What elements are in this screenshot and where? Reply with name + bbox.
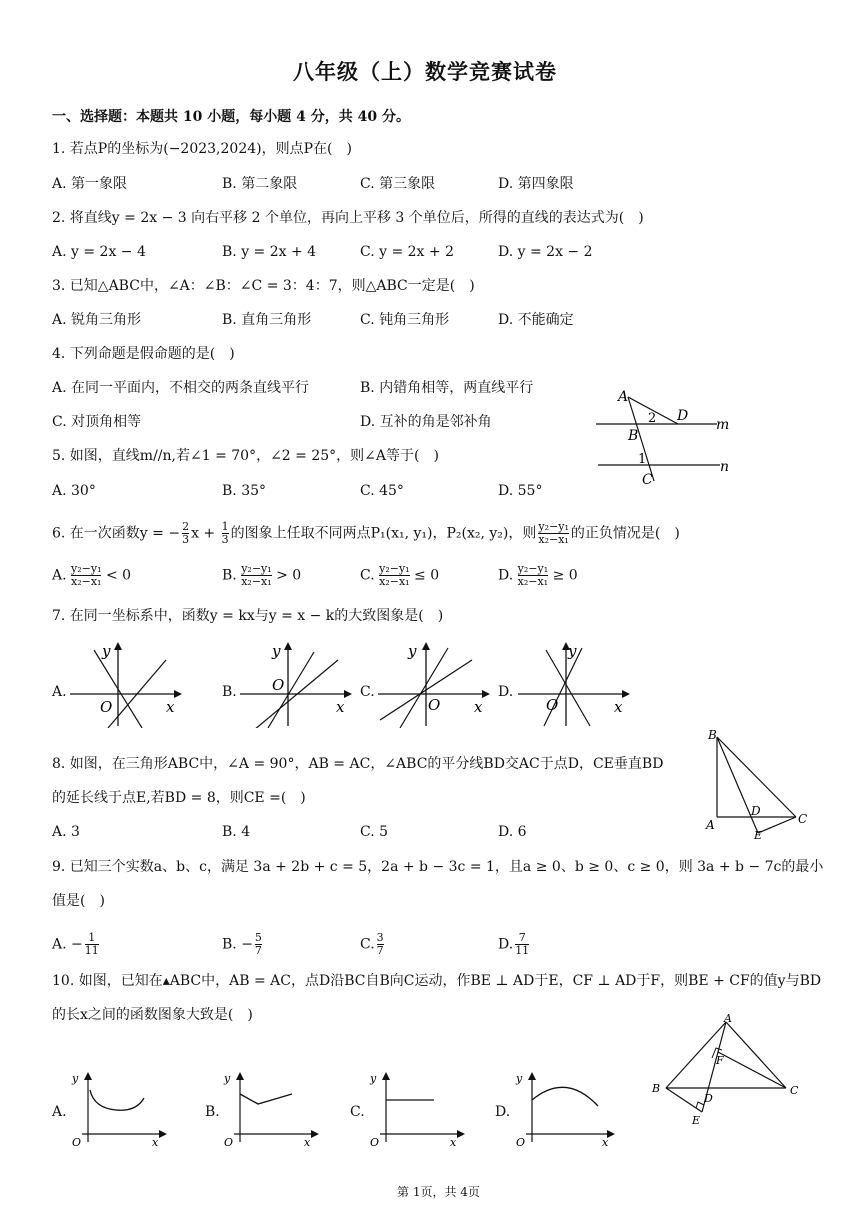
question-5-option-c[interactable]: C. 45° <box>360 483 404 499</box>
q6-opt-c-label: C. <box>360 567 375 584</box>
q7b-origin-label: O <box>272 676 285 694</box>
question-1-option-a[interactable]: A. 第一象限 <box>52 176 128 192</box>
question-9-option-b[interactable] <box>222 932 262 957</box>
q10b-origin-label: O <box>224 1136 234 1148</box>
question-7-option-d[interactable]: D. <box>498 684 514 700</box>
q6-frac-1-num: 2 <box>182 520 190 533</box>
q6-frac-2-den: 3 <box>221 533 229 546</box>
page-title: 八年级（上）数学竞赛试卷 <box>293 59 557 84</box>
q7-graph-b <box>238 638 358 728</box>
q7-graph-c <box>376 638 496 728</box>
question-8-figure <box>700 725 815 840</box>
question-8-stem-line2: 的延长线于点E,若BD = 8，则CE =( ) <box>52 790 306 806</box>
question-5-option-a[interactable]: A. 30° <box>52 483 96 499</box>
q7c-x-label: x <box>474 698 483 716</box>
question-8-stem-line1: 8. 如图，在三角形ABC中，∠A = 90°，AB = AC，∠ABC的平分线BD交AC于点D，CE垂直BD <box>52 756 664 772</box>
question-2-stem: 2. 将直线y = 2x − 3 向右平移 2 个单位，再向上平移 3 个单位后，所得的直线的表达式为( ) <box>52 210 644 226</box>
question-8-option-c[interactable]: C. 5 <box>360 824 389 840</box>
q10-graph-c <box>366 1068 471 1148</box>
question-8-option-b[interactable]: B. 4 <box>222 824 251 840</box>
question-1-option-b[interactable]: B. 第二象限 <box>222 176 298 192</box>
question-4-stem: 4. 下列命题是假命题的是( ) <box>52 346 235 362</box>
question-3-option-d[interactable]: D. 不能确定 <box>498 312 574 328</box>
question-6-stem <box>52 521 680 546</box>
q6-stem-b: x + <box>191 525 220 542</box>
q6-opt-a-label: A. <box>52 567 67 584</box>
question-3-option-c[interactable]: C. 钝角三角形 <box>360 312 450 328</box>
q9-opt-d-den: 11 <box>515 944 530 957</box>
q6-opt-c-num: y₂−y₁ <box>379 562 410 575</box>
q7d-x-label: x <box>614 698 623 716</box>
q6-opt-d-frac <box>518 563 548 588</box>
question-5-figure <box>592 385 742 490</box>
q6-frac-2-num: 1 <box>221 520 229 533</box>
q6-stem-d: 的正负情况是( ) <box>570 525 680 542</box>
q9-opt-b-den: 7 <box>254 944 262 957</box>
q7b-x-label: x <box>336 698 345 716</box>
question-4-option-b[interactable]: B. 内错角相等，两直线平行 <box>360 380 534 396</box>
q7a-x-label: x <box>166 698 175 716</box>
q9-opt-a-den: 11 <box>84 944 99 957</box>
q7c-origin-label: O <box>428 696 441 714</box>
question-8-option-d[interactable]: D. 6 <box>498 824 527 840</box>
q10-graph-a <box>68 1068 173 1148</box>
q10-label-a: A <box>724 1012 732 1025</box>
q10d-origin-label: O <box>516 1136 526 1148</box>
question-10-option-b[interactable]: B. <box>205 1104 220 1120</box>
question-4-option-c[interactable]: C. 对顶角相等 <box>52 414 142 430</box>
q9-opt-d-frac <box>515 932 529 957</box>
q6-opt-b-den: x₂−x₁ <box>241 575 272 588</box>
q6-frac-3-num: y₂−y₁ <box>538 520 569 533</box>
q6-opt-c-frac <box>379 563 409 588</box>
q6-opt-d-label: D. <box>498 567 514 584</box>
question-10-stem-line2: 的长x之间的函数图象大致是( ) <box>52 1007 253 1023</box>
q6-opt-a-den: x₂−x₁ <box>71 575 102 588</box>
q10-label-f: F <box>716 1054 724 1067</box>
q6-opt-a-frac <box>71 563 101 588</box>
question-6-option-c[interactable] <box>360 563 439 588</box>
question-10-option-a[interactable]: A. <box>52 1104 67 1120</box>
q7d-y-label: y <box>568 642 577 660</box>
q10-label-e: E <box>692 1114 701 1127</box>
q10-graph-d <box>512 1068 622 1148</box>
question-2-option-c[interactable]: C. y = 2x + 2 <box>360 244 454 260</box>
page-footer: 第 1页，共 4页 <box>397 1185 480 1199</box>
q5-label-2: 2 <box>648 411 657 426</box>
q5-label-m: m <box>716 417 730 433</box>
question-4-option-a[interactable]: A. 在同一平面内，不相交的两条直线平行 <box>52 380 310 396</box>
q6-opt-b-label: B. <box>222 567 237 584</box>
q5-label-n: n <box>720 459 730 475</box>
q5-label-d: D <box>677 408 689 424</box>
q6-frac-2 <box>222 521 229 546</box>
question-3-stem: 3. 已知△ABC中，∠A：∠B：∠C = 3：4：7，则△ABC一定是( ) <box>52 278 475 294</box>
q7c-y-label: y <box>408 642 417 660</box>
q10-label-c: C <box>790 1084 799 1097</box>
question-9-option-a[interactable] <box>52 932 99 957</box>
q6-stem-c: 的图象上任取不同两点P₁(x₁, y₁)，P₂(x₂, y₂)，则 <box>230 525 537 542</box>
q5-label-1: 1 <box>638 452 647 467</box>
q10a-x-label: x <box>152 1136 159 1148</box>
q10b-x-label: x <box>304 1136 311 1148</box>
question-7-stem: 7. 在同一坐标系中，函数y = kx与y = x − k的大致图象是( ) <box>52 608 444 624</box>
q6-opt-b-frac <box>241 563 271 588</box>
question-9-stem-line1: 9. 已知三个实数a、b、c，满足 3a + 2b + c = 5，2a + b − 3c = 1，且a ≥ 0、b ≥ 0、c ≥ 0，则 3a + b − 7c的最小 <box>52 859 824 875</box>
q6-frac-3-den: x₂−x₁ <box>538 533 569 546</box>
question-1-option-c[interactable]: C. 第三象限 <box>360 176 436 192</box>
q8-label-b: B <box>708 728 717 742</box>
question-2-option-d[interactable]: D. y = 2x − 2 <box>498 244 593 260</box>
question-7-option-b[interactable]: B. <box>222 684 237 700</box>
q7-graph-d <box>516 638 636 728</box>
q10-graph-b <box>220 1068 325 1148</box>
q10c-y-label: y <box>370 1072 377 1085</box>
q8-label-a: A <box>706 818 715 832</box>
q7-graph-a <box>68 638 188 728</box>
q6-opt-a-num: y₂−y₁ <box>71 562 102 575</box>
q9-opt-b-frac <box>255 932 262 957</box>
q6-frac-1-den: 3 <box>182 533 190 546</box>
q6-opt-d-den: x₂−x₁ <box>517 575 549 588</box>
q10d-y-label: y <box>516 1072 523 1085</box>
q6-opt-d-tail: ≥ 0 <box>552 567 578 584</box>
q9-opt-c-label: C. <box>360 936 375 953</box>
q8-label-c: C <box>798 812 808 826</box>
q5-label-a: A <box>618 389 629 405</box>
question-7-option-a[interactable]: A. <box>52 684 67 700</box>
q9-opt-a-frac <box>85 932 99 957</box>
question-10-figure <box>646 1012 806 1127</box>
q10b-y-label: y <box>224 1072 231 1085</box>
question-1-option-d[interactable]: D. 第四象限 <box>498 176 574 192</box>
question-5-stem: 5. 如图，直线m//n,若∠1 = 70°，∠2 = 25°，则∠A等于( ) <box>52 448 439 464</box>
section-header: 一、选择题：本题共 10 小题，每小题 4 分，共 40 分。 <box>52 109 410 125</box>
question-2-option-a[interactable]: A. y = 2x − 4 <box>52 244 146 260</box>
question-9-stem-line2: 值是( ) <box>52 893 105 909</box>
q10a-y-label: y <box>72 1072 79 1085</box>
q9-opt-a-num: 1 <box>85 932 99 945</box>
q8-label-e: E <box>754 829 763 840</box>
q6-opt-c-den: x₂−x₁ <box>379 575 410 588</box>
q6-frac-3 <box>538 521 568 546</box>
question-7-option-c[interactable]: C. <box>360 684 375 700</box>
question-2-option-b[interactable]: B. y = 2x + 4 <box>222 244 317 260</box>
question-9-option-c[interactable] <box>360 932 384 957</box>
question-10-option-c[interactable]: C. <box>350 1104 365 1120</box>
question-8-option-a[interactable]: A. 3 <box>52 824 80 840</box>
q6-stem-a: 6. 在一次函数y = − <box>52 525 181 542</box>
q9-opt-d-num: 7 <box>515 932 529 945</box>
question-5-option-b[interactable]: B. 35° <box>222 483 267 499</box>
q10-label-b: B <box>652 1082 661 1095</box>
q10a-origin-label: O <box>72 1136 82 1148</box>
q9-opt-d-label: D. <box>498 936 514 953</box>
question-6-option-a[interactable] <box>52 563 131 588</box>
q7d-origin-label: O <box>546 696 559 714</box>
q9-opt-b-label: B. − <box>222 936 253 953</box>
q10-label-d: D <box>704 1092 713 1105</box>
q10d-x-label: x <box>602 1136 609 1148</box>
question-10-stem-line1: 10. 如图，已知在▴ABC中，AB = AC，点D沿BC自B向C运动，作BE ⊥ AD于E，CF ⊥ AD于F，则BE + CF的值y与BD <box>52 973 822 989</box>
question-5-option-d[interactable]: D. 55° <box>498 483 543 499</box>
q9-opt-c-den: 7 <box>376 944 384 957</box>
q7b-y-label: y <box>272 642 281 660</box>
q9-opt-b-num: 5 <box>254 931 262 944</box>
q8-label-d: D <box>751 804 761 818</box>
q9-opt-c-num: 3 <box>376 931 384 944</box>
question-4-option-d[interactable]: D. 互补的角是邻补角 <box>360 414 492 430</box>
q9-opt-a-label: A. − <box>52 936 83 953</box>
q6-opt-d-num: y₂−y₁ <box>517 562 549 575</box>
question-3-option-a[interactable]: A. 锐角三角形 <box>52 312 142 328</box>
q5-label-b: B <box>628 428 639 444</box>
q6-frac-1 <box>182 521 189 546</box>
question-6-option-b[interactable] <box>222 563 301 588</box>
q7a-y-label: y <box>102 642 111 660</box>
question-3-option-b[interactable]: B. 直角三角形 <box>222 312 312 328</box>
question-6-option-d[interactable] <box>498 563 578 588</box>
q6-opt-a-tail: < 0 <box>105 567 132 584</box>
q10c-origin-label: O <box>370 1136 380 1148</box>
q6-opt-b-tail: > 0 <box>276 567 302 584</box>
q5-label-c: C <box>642 472 653 488</box>
question-1-stem: 1. 若点P的坐标为(−2023,2024)，则点P在( ) <box>52 141 352 157</box>
q6-opt-c-tail: ≤ 0 <box>414 567 440 584</box>
question-10-option-d[interactable]: D. <box>495 1104 511 1120</box>
q10c-x-label: x <box>450 1136 457 1148</box>
q6-opt-b-num: y₂−y₁ <box>241 562 272 575</box>
question-9-option-d[interactable] <box>498 932 529 957</box>
q9-opt-c-frac <box>377 932 384 957</box>
q7a-origin-label: O <box>100 698 113 716</box>
